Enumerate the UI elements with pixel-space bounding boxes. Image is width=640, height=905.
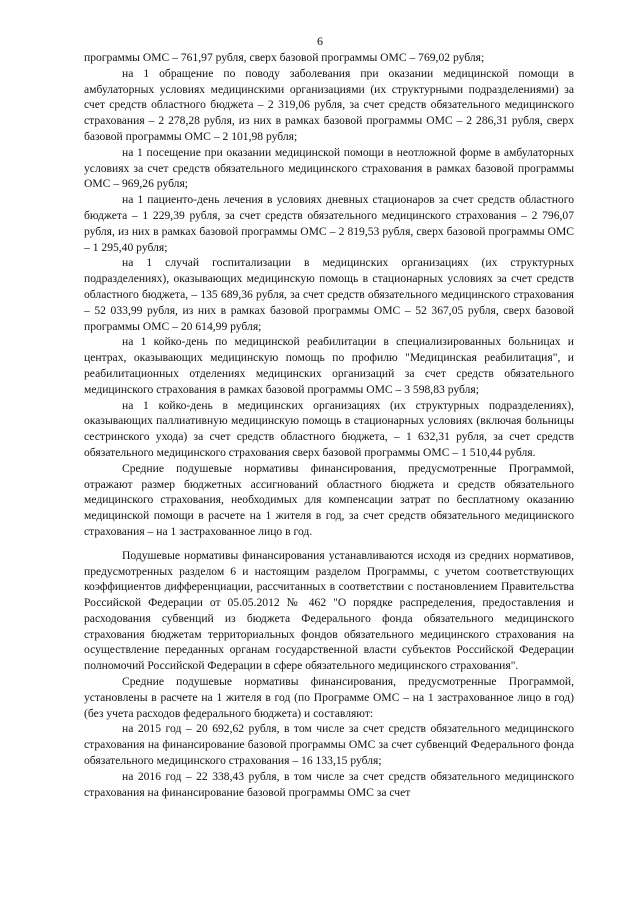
paragraph: на 2016 год – 22 338,43 рубля, в том числе за счет средств обязательного медицинского страхования на финансирование базовой программы ОМС за счет <box>84 769 574 799</box>
paragraph: на 1 пациенто-день лечения в условиях дневных стационаров за счет средств областного бюджета – 1 229,39 рубля, за счет средств обязательного медицинского страхования – 2 796,07 рубля, из них в рамках базовой программы ОМС – 2 819,53 рубля, сверх базовой программы ОМС – 1 295,40 рубля; <box>84 193 574 254</box>
paragraph: Средние подушевые нормативы финансирования, предусмотренные Программой, установлены в расчете на 1 жителя в год (по Программе ОМС – на 1 застрахованное лицо в год) (без учета расходов федерального бюджета) и составляют: <box>84 675 574 720</box>
page-number: 6 <box>317 34 323 48</box>
paragraph: на 1 случай госпитализации в медицинских организациях (их структурных подразделениях), оказывающих медицинскую помощь в стационарных условиях за счет средств областного бюджета, – 135 689,36 рубля, за счет средств обязательного медицинского страхования – 52 033,99 рубля, из них в рамках базовой программы ОМС – 52 367,05 рубля, сверх базовой программы ОМС – 20 614,99 рубля; <box>84 256 574 333</box>
document-body <box>84 50 574 800</box>
paragraph: Средние подушевые нормативы финансирования, предусмотренные Программой, отражают размер бюджетных ассигнований областного бюджета и средств обязательного медицинского страхования, необходимых для компенсации затрат по бесплатному оказанию медицинской помощи в расчете на 1 жителя в год, за счет средств обязательного медицинского страхования – на 1 застрахованное лицо в год. <box>84 461 574 538</box>
paragraph: на 1 посещение при оказании медицинской помощи в неотложной форме в амбулаторных условиях за счет средств обязательного медицинского страхования в рамках базовой программы ОМС – 969,26 рубля; <box>84 145 574 191</box>
paragraph: на 2015 год – 20 692,62 рубля, в том числе за счет средств обязательного медицинского страхования на финансирование базовой программы ОМС за счет субвенций Федерального фонда обязательного медицинского страхования – 16 133,15 рубля; <box>84 722 574 768</box>
paragraph: Подушевые нормативы финансирования устанавливаются исходя из средних нормативов, предусмотренных разделом 6 и настоящим разделом Программы, с учетом соответствующих коэффициентов дифференциации, рассчитанных в соответствии с постановлением Правительства Российской Федерации от 05.05.2012 № 462 "О порядке распределения, предоставления и расходования субвенций из бюджета Федерального фонда обязательного медицинского страхования бюджетам территориальных фондов обязательного медицинского страхования на осуществление переданных органам государственной власти субъектов Российской Федерации полномочий Российской Федерации в сфере обязательного медицинского страхования". <box>84 548 574 673</box>
paragraph: программы ОМС – 761,97 рубля, сверх базовой программы ОМС – 769,02 рубля; <box>84 51 485 64</box>
paragraph: на 1 обращение по поводу заболевания при оказании медицинской помощи в амбулаторных условиях медицинскими организациями (их структурными подразделениями) за счет средств областного бюджета – 2 319,06 рубля, за счет средств обязательного медицинского страхования – 2 278,28 рубля, из них в рамках базовой программы ОМС – 2 286,31 рубля, сверх базовой программы ОМС – 2 101,98 рубля; <box>84 66 574 143</box>
paragraph: на 1 койко-день в медицинских организациях (их структурных подразделениях), оказывающих паллиативную медицинскую помощь в стационарных условиях (включая больницы сестринского ухода) за счет средств областного бюджета, – 1 632,31 рубля, за счет средств обязательного медицинского страхования сверх базовой программы ОМС – 1 510,44 рубля. <box>84 398 574 459</box>
paragraph: на 1 койко-день по медицинской реабилитации в специализированных больницах и центрах, оказывающих медицинскую помощь по профилю "Медицинская реабилитация", и реабилитационных отделениях медицинских организаций за счет средств обязательного медицинского страхования в рамках базовой программы ОМС – 3 598,83 рубля; <box>84 335 574 396</box>
